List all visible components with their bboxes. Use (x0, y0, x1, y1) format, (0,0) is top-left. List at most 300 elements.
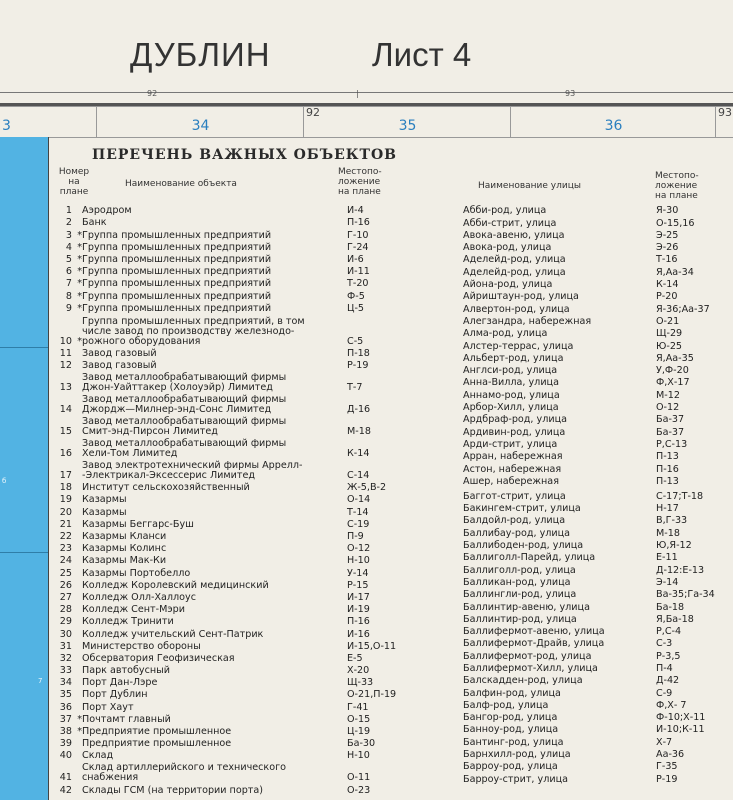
object-name: Порт Дублин (82, 689, 148, 701)
street-name: Алстер-террас, улица (463, 340, 574, 352)
street-row (463, 748, 726, 760)
object-row (48, 713, 457, 725)
street-name: Баллинтир-авеню, улица (463, 601, 590, 613)
object-mark (74, 783, 82, 795)
object-row (48, 216, 457, 228)
objects-table (48, 204, 457, 796)
object-row (48, 603, 457, 615)
street-row (463, 772, 726, 784)
street-location: С-9 (656, 687, 673, 699)
street-row (463, 475, 726, 487)
street-row (463, 376, 726, 388)
map-grid-line (0, 347, 48, 348)
object-location: И-19 (347, 604, 370, 616)
street-row (463, 450, 726, 462)
street-row (463, 364, 726, 376)
street-location: Э-14 (656, 576, 679, 588)
street-name: Авока-род, улица (463, 242, 552, 254)
object-row (48, 289, 457, 301)
street-name: Арран, набережная (463, 451, 563, 463)
grid-cell (715, 107, 733, 137)
object-location: И-17 (347, 591, 370, 603)
grid-cell (510, 107, 716, 137)
object-number: 5 (65, 253, 72, 265)
street-location: К-14 (656, 279, 679, 291)
section-title: ПЕРЕЧЕНЬ ВАЖНЫХ ОБЪЕКТОВ (92, 147, 397, 163)
object-row (48, 749, 457, 761)
object-row (48, 737, 457, 749)
street-name: Авока-авеню, улица (463, 229, 565, 241)
object-number: 34 (59, 677, 72, 689)
object-number: 8 (65, 290, 72, 302)
column-header-street-location: Местопо- ложение на плане (655, 171, 699, 201)
street-name: Астон, набережная (463, 463, 562, 475)
object-row (48, 493, 457, 505)
street-row (463, 229, 726, 241)
object-name: Завод металлообрабатывающий фирмы Джордж—Милнер-энд-Сонс Лимитед (82, 394, 287, 416)
object-row (48, 542, 457, 554)
object-name: Группа промышленных предприятий (82, 290, 272, 302)
object-number: 2 (65, 217, 72, 229)
object-number: 13 (59, 382, 72, 394)
object-mark (74, 493, 82, 505)
object-mark (74, 481, 82, 493)
street-location: С-17;Т-18 (656, 490, 704, 502)
object-mark (74, 700, 82, 712)
street-location: О-21 (656, 315, 680, 327)
street-row (463, 352, 726, 364)
street-location: Р-19 (656, 773, 678, 785)
object-name: Предприятие промышленное (82, 726, 232, 737)
object-mark (74, 505, 82, 517)
street-row (463, 526, 726, 538)
object-mark (74, 359, 82, 371)
street-name: Ашер, набережная (463, 475, 559, 487)
object-location: О-14 (347, 494, 371, 506)
street-row (463, 413, 726, 425)
object-name: Казармы (82, 494, 127, 506)
object-name: Казармы Кланси (82, 531, 167, 542)
object-row (48, 700, 457, 712)
street-row (463, 723, 726, 735)
object-name: Казармы Беггарс-Буш (82, 518, 194, 530)
coordinate-ruler (0, 89, 733, 106)
object-mark (74, 652, 82, 664)
street-location: П-16 (656, 463, 679, 475)
grid-corner-label: 93 (718, 106, 732, 119)
object-mark (74, 640, 82, 652)
street-row (463, 539, 726, 551)
object-row (48, 761, 457, 783)
street-location: Р,С-4 (656, 626, 682, 638)
grid-cell-label: 36 (604, 118, 623, 134)
object-row (48, 518, 457, 530)
object-location: И-4 (347, 205, 364, 217)
object-location: Г-10 (347, 229, 369, 241)
object-mark (74, 415, 82, 437)
ruler-tick: 92 (147, 89, 158, 98)
street-row (463, 502, 726, 514)
street-row (463, 637, 726, 649)
street-name: Алвертон-род, улица (463, 303, 570, 315)
object-location: Т-7 (347, 382, 363, 394)
street-location: Г-35 (656, 761, 678, 773)
street-location: В,Г-33 (656, 515, 688, 527)
street-name: Балликан-род, улица (463, 576, 571, 588)
object-row (48, 314, 457, 347)
street-location: Я-30 (656, 205, 679, 217)
street-row (463, 241, 726, 253)
object-number: 27 (59, 591, 72, 603)
object-row (48, 591, 457, 603)
street-name: Балфин-род, улица (463, 687, 561, 699)
object-mark (74, 393, 82, 415)
object-number: 23 (59, 543, 72, 555)
object-mark (74, 554, 82, 566)
object-number: 39 (59, 738, 72, 750)
street-name: Айриштаун-род, улица (463, 291, 579, 303)
street-row (463, 686, 726, 698)
object-number: 31 (59, 640, 72, 652)
column-header-number: Номер на плане (58, 167, 90, 197)
object-mark (74, 437, 82, 459)
street-row (463, 711, 726, 723)
object-location: П-18 (347, 347, 370, 359)
street-row (463, 278, 726, 290)
street-name: Арбор-Хилл, улица (463, 402, 559, 414)
street-location: Ба-18 (656, 601, 685, 613)
object-number: 42 (59, 784, 72, 796)
street-location: Д-42 (656, 675, 680, 687)
object-name: Колледж Тринити (82, 616, 174, 628)
object-location: О-21,П-19 (347, 689, 397, 701)
column-header-object: Наименование объекта (125, 179, 237, 189)
street-row (463, 735, 726, 747)
object-number: 19 (59, 494, 72, 506)
object-name: Группа промышленных предприятий (82, 266, 272, 278)
map-sheet-number: Лист 4 (372, 36, 472, 73)
object-row (48, 228, 457, 240)
object-row (48, 652, 457, 664)
object-location: Д-16 (347, 404, 371, 416)
object-mark (74, 749, 82, 761)
street-name: Баллифермот-Хилл, улица (463, 662, 598, 674)
street-name: Балскадден-род, улица (463, 675, 583, 687)
object-location: И-6 (347, 253, 364, 265)
object-location: У-14 (347, 567, 369, 579)
object-number: 4 (65, 241, 72, 253)
grid-cell (96, 107, 304, 137)
object-row (48, 437, 457, 459)
street-location: Ва-35;Га-34 (656, 589, 715, 601)
object-name: Склад (82, 750, 114, 762)
street-row (463, 674, 726, 686)
object-name: Группа промышленных предприятий, в том числе завод по производству железнодо- рожного оборудования (82, 315, 305, 347)
object-number: 40 (59, 750, 72, 762)
object-row (48, 253, 457, 265)
object-name: Порт Хаут (82, 701, 134, 713)
object-row (48, 347, 457, 359)
object-name: Колледж Сент-Мэри (82, 604, 185, 616)
ruler-tick: 93 (565, 89, 576, 98)
object-row (48, 554, 457, 566)
object-row (48, 664, 457, 676)
object-location: И-11 (347, 266, 370, 278)
street-location: П-13 (656, 451, 679, 463)
object-number: 16 (59, 448, 72, 460)
street-name: Англси-род, улица (463, 365, 558, 377)
object-row (48, 783, 457, 795)
street-row (463, 662, 726, 674)
street-row (463, 253, 726, 265)
street-location: Я,Ба-18 (656, 613, 694, 625)
object-location: Ц-19 (347, 726, 371, 737)
object-mark: * (77, 241, 82, 253)
object-mark (74, 664, 82, 676)
street-row (463, 487, 726, 502)
object-row (48, 481, 457, 493)
object-row (48, 241, 457, 253)
street-name: Аделейд-род, улица (463, 266, 566, 278)
object-name: Завод электротехнический фирмы Аррелл- -Электрикал-Эксессерис Лимитед (82, 460, 303, 482)
object-mark: * (77, 290, 82, 302)
object-row (48, 459, 457, 481)
object-row (48, 505, 457, 517)
object-name: Аэродром (82, 205, 132, 217)
object-name: Завод газовый (82, 347, 157, 359)
object-mark: * (77, 278, 82, 290)
object-name: Почтамт главный (82, 713, 171, 725)
street-row (463, 576, 726, 588)
streets-table (463, 204, 726, 785)
street-row (463, 760, 726, 772)
object-name: Казармы Колинс (82, 543, 167, 555)
object-row (48, 530, 457, 542)
object-location: М-18 (347, 426, 371, 438)
object-name: Институт сельскохозяйственный (82, 482, 250, 494)
street-name: Арди-стрит, улица (463, 438, 558, 450)
street-name: Абби-стрит, улица (463, 217, 557, 229)
map-edge-strip (0, 137, 49, 800)
object-number: 38 (59, 726, 72, 737)
object-mark (74, 676, 82, 688)
object-row (48, 579, 457, 591)
street-row (463, 514, 726, 526)
object-mark (74, 459, 82, 481)
street-location: М-12 (656, 389, 680, 401)
street-location: Я-36;Аа-37 (656, 303, 710, 315)
object-number: 37 (59, 713, 72, 725)
street-location: Р,С-13 (656, 438, 688, 450)
street-location: Аа-36 (656, 749, 685, 761)
street-location: Э-25 (656, 229, 679, 241)
street-row (463, 315, 726, 327)
object-row (48, 615, 457, 627)
street-location: И-10;К-11 (656, 724, 705, 736)
object-location: Ф-5 (347, 290, 365, 302)
street-row (463, 600, 726, 612)
object-row (48, 265, 457, 277)
object-name: Группа промышленных предприятий (82, 241, 272, 253)
object-mark (74, 615, 82, 627)
object-row (48, 359, 457, 371)
object-number: 20 (59, 506, 72, 518)
street-location: У,Ф-20 (656, 365, 689, 377)
object-row (48, 204, 457, 216)
object-number: 32 (59, 652, 72, 664)
street-location: Ф-10;Х-11 (656, 712, 706, 724)
street-row (463, 588, 726, 600)
object-location: Р-19 (347, 360, 369, 372)
object-location: О-23 (347, 784, 371, 796)
object-location: Е-5 (347, 652, 363, 664)
street-row (463, 327, 726, 339)
object-number: 33 (59, 665, 72, 677)
object-name: Завод газовый (82, 360, 157, 372)
object-number: 18 (59, 482, 72, 494)
map-grid-line (0, 552, 48, 553)
street-location: Р-3,5 (656, 650, 681, 662)
map-city-title: ДУБЛИН (130, 36, 271, 73)
object-name: Казармы (82, 506, 127, 518)
object-name: Завод металлообрабатывающий фирмы Джон-Уайттакер (Холоуэйр) Лимитед (82, 372, 287, 394)
object-name: Группа промышленных предприятий (82, 302, 272, 314)
object-number: 14 (59, 404, 72, 416)
street-location: Е-11 (656, 552, 678, 564)
object-mark (74, 216, 82, 228)
street-name: Баллиголл-Парейд, улица (463, 552, 596, 564)
street-name: Барроу-стрит, улица (463, 773, 568, 785)
street-name: Баллифермот-Драйв, улица (463, 638, 605, 650)
object-row (48, 725, 457, 737)
object-location: П-9 (347, 531, 364, 542)
object-row (48, 676, 457, 688)
object-mark: * (77, 253, 82, 265)
object-mark (74, 530, 82, 542)
object-row (48, 277, 457, 289)
street-location: Ю-25 (656, 340, 683, 352)
street-name: Алегзандра, набережная (463, 315, 592, 327)
street-row (463, 649, 726, 661)
object-location: Ж-5,В-2 (347, 482, 387, 494)
object-mark: * (77, 266, 82, 278)
object-name: Завод металлообрабатывающий фирмы Хели-Том Лимитед (82, 438, 287, 460)
object-number: 22 (59, 531, 72, 542)
street-location: Э-26 (656, 242, 679, 254)
street-row (463, 401, 726, 413)
street-location: Ю,Я-12 (656, 540, 692, 552)
street-name: Барроу-род, улица (463, 761, 558, 773)
object-number: 24 (59, 555, 72, 567)
object-row (48, 415, 457, 437)
object-row (48, 302, 457, 314)
object-mark (74, 737, 82, 749)
street-name: Альберт-род, улица (463, 352, 564, 364)
object-name: Парк автобусный (82, 665, 170, 677)
street-row (463, 613, 726, 625)
street-location: С-3 (656, 638, 673, 650)
object-mark: * (77, 713, 82, 725)
object-name: Склады ГСМ (на территории порта) (82, 784, 263, 796)
street-location: Щ-29 (656, 328, 683, 340)
object-name: Порт Дан-Лэре (82, 677, 158, 689)
object-location: О-11 (347, 772, 371, 784)
object-number: 3 (65, 229, 72, 241)
object-location: И-16 (347, 628, 370, 640)
object-mark (74, 603, 82, 615)
street-name: Ардбраф-род, улица (463, 414, 567, 426)
street-name: Баллибоден-род, улица (463, 540, 584, 552)
street-name: Анна-Вилла, улица (463, 377, 559, 389)
object-number: 6 (65, 266, 72, 278)
street-name: Баллингли-род, улица (463, 589, 577, 601)
object-mark: * (77, 302, 82, 314)
street-location: Ф,Х-17 (656, 377, 690, 389)
grid-cell: 3 (2, 118, 11, 134)
street-row (463, 302, 726, 314)
object-number: 30 (59, 628, 72, 640)
object-location: О-15 (347, 713, 371, 725)
street-name: Балф-род, улица (463, 699, 549, 711)
object-number: 9 (65, 302, 72, 314)
object-name: Министерство обороны (82, 640, 201, 652)
object-number: 17 (59, 470, 72, 482)
object-number: 29 (59, 616, 72, 628)
street-row (463, 438, 726, 450)
street-name: Балдойл-род, улица (463, 515, 566, 527)
object-location: Г-24 (347, 241, 369, 253)
map-mark: б (2, 477, 7, 485)
object-row (48, 393, 457, 415)
object-name: Казармы Портобелло (82, 567, 191, 579)
object-number: 12 (59, 360, 72, 372)
street-name: Баллифермот-авеню, улица (463, 626, 605, 638)
object-mark (74, 371, 82, 393)
street-name: Ардивин-род, улица (463, 426, 566, 438)
street-location: П-13 (656, 475, 679, 487)
street-name: Баггот-стрит, улица (463, 490, 566, 502)
object-location: Т-14 (347, 506, 369, 518)
object-number: 25 (59, 567, 72, 579)
street-location: П-4 (656, 662, 673, 674)
street-name: Айона-род, улица (463, 279, 553, 291)
object-name: Колледж Королевский медицинский (82, 579, 269, 591)
street-location: О-15,16 (656, 217, 695, 229)
street-name: Баллибау-род, улица (463, 527, 571, 539)
object-mark (74, 204, 82, 216)
object-location: Ба-30 (347, 738, 376, 750)
column-header-street: Наименование улицы (478, 181, 581, 191)
street-location: Я,Аа-34 (656, 266, 694, 278)
object-mark (74, 566, 82, 578)
street-name: Бакингем-стрит, улица (463, 503, 581, 515)
object-row (48, 688, 457, 700)
street-name: Алма-род, улица (463, 328, 548, 340)
street-name: Баллинтир-род, улица (463, 613, 577, 625)
street-row (463, 425, 726, 437)
object-location: О-12 (347, 543, 371, 555)
object-name: Колледж учительский Сент-Патрик (82, 628, 264, 640)
object-name: Группа промышленных предприятий (82, 253, 272, 265)
object-name: Завод металлообрабатывающий фирмы Смит-энд-Пирсон Лимитед (82, 416, 287, 438)
street-name: Баллифермот-род, улица (463, 650, 592, 662)
object-location: П-16 (347, 217, 370, 229)
object-number: 10 (59, 335, 72, 347)
street-name: Банноу-род, улица (463, 724, 559, 736)
object-name: Склад артиллерийского и технического снабжения (82, 762, 286, 784)
street-row (463, 563, 726, 575)
object-number: 7 (65, 278, 72, 290)
